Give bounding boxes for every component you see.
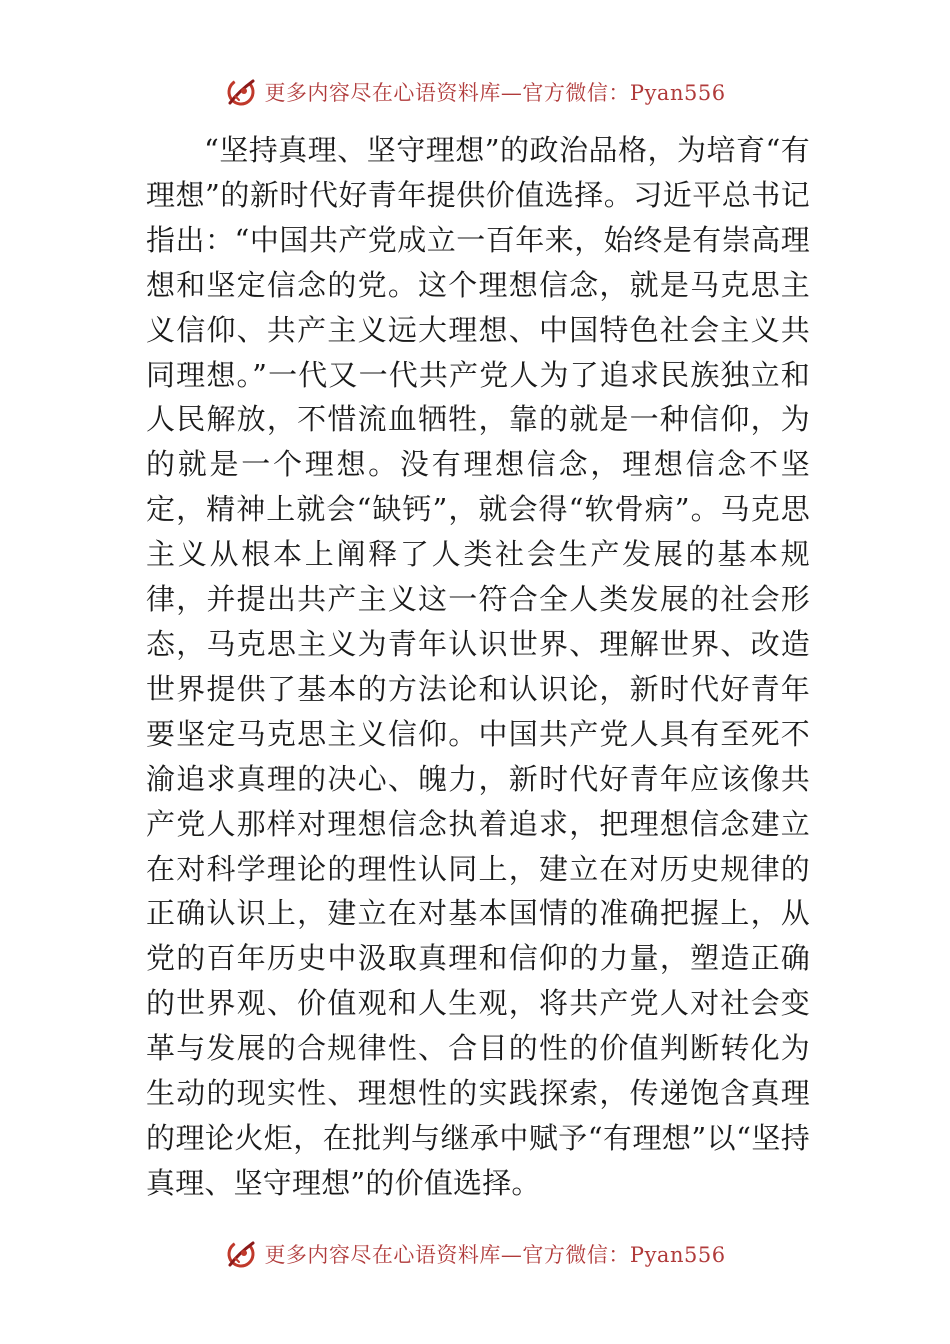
document-paragraph: “坚持真理、坚守理想”的政治品格，为培育“有理想”的新时代好青年提供价值选择。习近平总书记指出：“中国共产党成立一百年来，始终是有崇高理想和坚定信念的党。这个理想信念，就是马克思主义信仰、共产主义远大理想、中国特色社会主义共同理想。”一代又一代共产党人为了追求民族独立和人民解放，不惜流血牺牲，靠的就是一种信仰，为的就是一个理想。没有理想信念，理想信念不坚定，精神上就会“缺钙”，就会得“软骨病”。马克思主义从根本上阐释了人类社会生产发展的基本规律，并提出共产主义这一符合全人类发展的社会形态，马克思主义为青年认识世界、理解世界、改造世界提供了基本的方法论和认识论，新时代好青年要坚定马克思主义信仰。中国共产党人具有至死不渝追求真理的决心、魄力，新时代好青年应该像共产党人那样对理想信念执着追求，把理想信念建立在对科学理论的理性认同上，建立在对历史规律的正确认识上，建立在对基本国情的准确把握上，从党的百年历史中汲取真理和信仰的力量，塑造正确的世界观、价值观和人生观，将共产党人对社会变革与发展的合规律性、合目的性的价值判断转化为生动的现实性、理想性的实践探索，传递饱含真理的理论火炬，在批判与继承中赋予“有理想”以“坚持真理、坚守理想”的价值选择。: [146, 133, 810, 1200]
header-banner: [0, 70, 950, 114]
footer-banner-text: 更多内容尽在心语资料库—官方微信：Pyan556: [264, 1243, 726, 1267]
footer-banner: [0, 1232, 950, 1276]
header-banner-text: 更多内容尽在心语资料库—官方微信：Pyan556: [264, 81, 726, 105]
brush-logo-icon: [224, 75, 258, 109]
brush-logo-icon: [224, 1237, 258, 1271]
